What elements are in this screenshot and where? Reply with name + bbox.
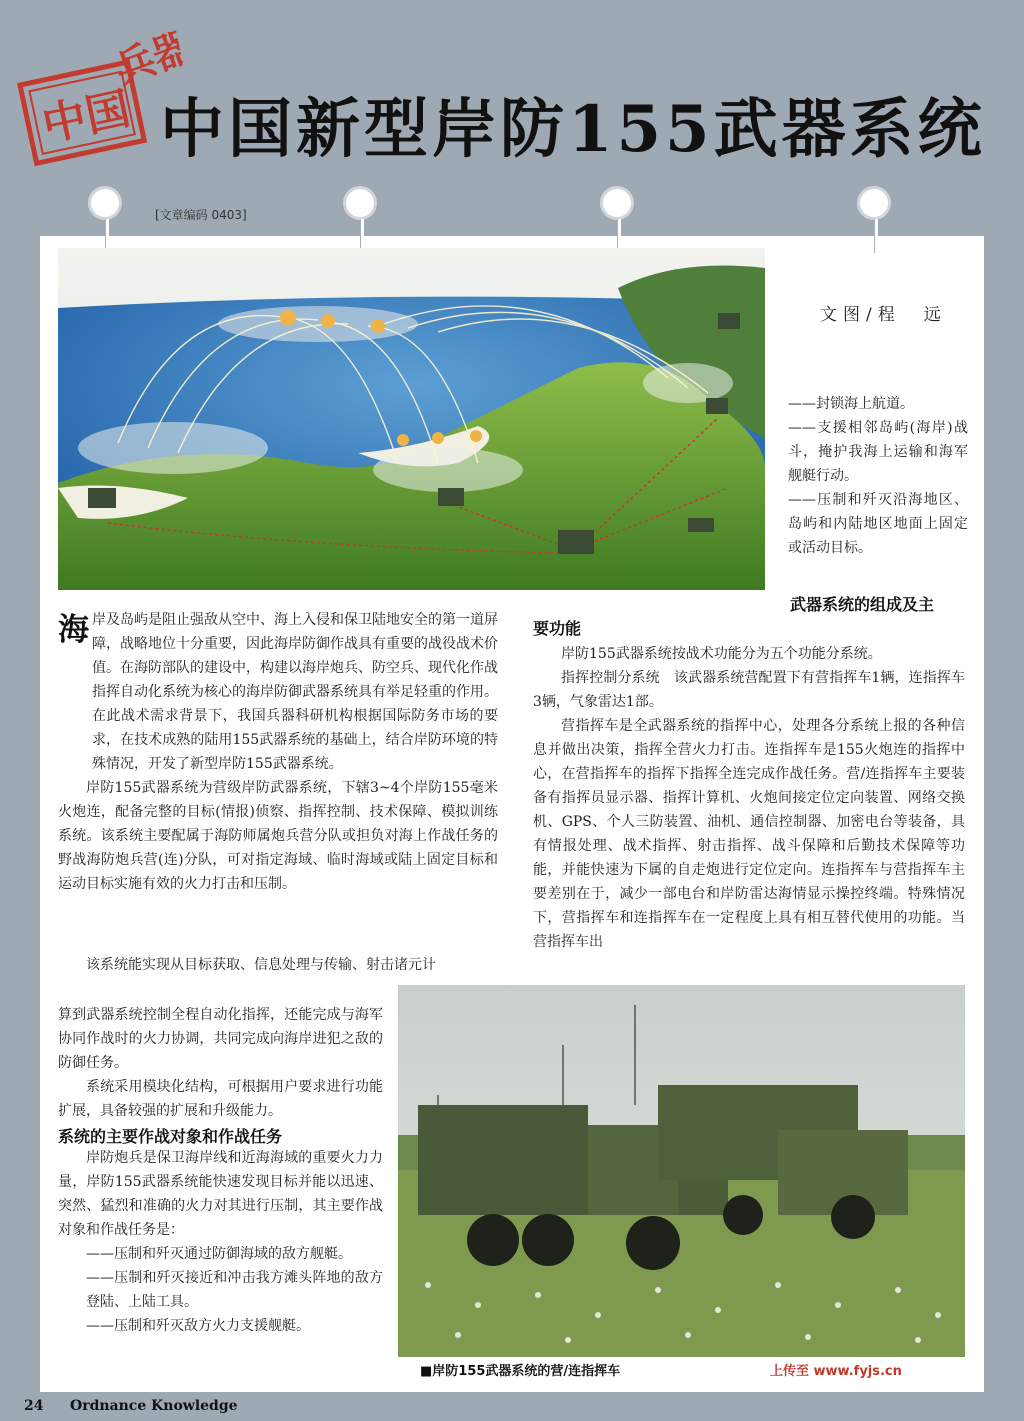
svg-text:中国: 中国 [37,83,135,152]
composition-paragraph: 岸防155武器系统按战术功能分为五个功能分系统。 [561,646,882,662]
task-item: ——压制和歼灭沿海地区、岛屿和内陆地区地面上固定或活动目标。 [788,492,968,556]
byline: 文图/程 远 [820,305,947,325]
watermark: 上传至 www.fyjs.cn [770,1364,902,1379]
task-item: ——支援相邻岛屿(海岸)战斗，掩护我海上运输和海军舰艇行动。 [788,420,968,484]
mission-item: ——压制和歼灭敌方火力支援舰艇。 [86,1318,310,1334]
journal-name: Ordnance Knowledge [70,1398,238,1414]
composition-column [533,642,965,954]
command-vehicle-photo [398,985,965,1357]
intro-paragraph: 岸防155武器系统为营级岸防武器系统，下辖3~4个岸防155毫米火炮连，配备完整的目标(情报)侦察、指挥控制、技术保障、模拟训练系统。该系统主要配属于海防师属炮兵营分队或担负对海上作战任务的野战海防炮兵营(连)分队，可对指定海域、临时海域或陆上固定目标和运动目标实施有效的火力打击和压制。 [58,780,498,892]
intro-column [58,608,498,896]
section-heading-composition-line2: 要功能 [533,619,582,638]
composition-paragraph: 营指挥车是全武器系统的指挥中心，处理各分系统上报的各种信息并做出决策，指挥全营火力打击。连指挥车是155火炮连的指挥中心，在营指挥车的指挥下指挥全连完成作战任务。营/连指挥车主要装备有指挥员显示器、指挥计算机、火炮间接定位定向装置、网络交换机、GPS、个人三防装置、油机、通信控制器、加密电台等装备，具有情报处理、战术指挥、射击指挥、战斗保障和后勤技术保障等功能，并能快速为下属的自走炮进行定位定向。连指挥车与营指挥车主要差别在于，减少一部电台和岸防雷达海情显示操控终端。特殊情况下，营指挥车和连指挥车在一定程度上具有相互替代使用的功能。当营指挥车出 [533,718,965,950]
intro-paragraph: 该系统能实现从目标获取、信息处理与传输、射击诸元计 [86,957,436,973]
task-item: ——封锁海上航道。 [788,396,914,412]
drop-cap: 海 [58,612,89,648]
mission-item: ——压制和歼灭接近和冲击我方滩头阵地的敌方登陆、上陆工具。 [86,1270,383,1310]
composition-paragraph: 指挥控制分系统 该武器系统营配置下有营指挥车1辆，连指挥车3辆，气象雷达1部。 [533,670,965,710]
coastal-defense-illustration [58,248,765,590]
binder-ring-1 [88,186,122,220]
page-title: 中国新型岸防155武器系统 [160,92,986,167]
intro-paragraph-3a [58,953,498,977]
left-margin-band [0,236,40,1421]
intro-task-list [788,392,968,560]
section-heading-missions: 系统的主要作战对象和作战任务 [58,1127,283,1146]
missions-column [58,1146,383,1338]
mission-item: ——压制和歼灭通过防御海域的敌方舰艇。 [86,1246,352,1262]
binder-ring-4 [857,186,891,220]
right-margin-band [984,236,1024,1421]
article-code: [文章编码 0403] [155,208,247,222]
binder-ring-2 [343,186,377,220]
intro-paragraph: 算到武器系统控制全程自动化指挥，还能完成与海军协同作战时的火力协调，共同完成向海岸进犯之敌的防御任务。 [58,1007,383,1071]
intro-paragraph: 系统采用模块化结构，可根据用户要求进行功能扩展，具备较强的扩展和升级能力。 [58,1079,383,1119]
binder-ring-3 [600,186,634,220]
intro-paragraph: 岸及岛屿是阻止强敌从空中、海上入侵和保卫陆地安全的第一道屏障，战略地位十分重要，因此海岸防御作战具有重要的战役战术价值。在海防部队的建设中，构建以海岸炮兵、防空兵、现代化作战指挥自动化系统为核心的海岸防御武器系统具有举足轻重的作用。在此战术需求背景下，我国兵器科研机构根据国际防务市场的要求，在技术成熟的陆用155武器系统的基础上，结合岸防环境的特殊情况，开发了新型岸防155武器系统。 [92,612,498,772]
missions-paragraph: 岸防炮兵是保卫海岸线和近海海域的重要火力力量，岸防155武器系统能快速发现目标并能以迅速、突然、猛烈和准确的火力对其进行压制，其主要作战对象和作战任务是： [58,1150,383,1238]
section-heading-composition-line1: 武器系统的组成及主 [790,595,935,614]
intro-column-continued [58,1003,383,1123]
photo-caption: ■岸防155武器系统的营/连指挥车 [420,1364,621,1379]
page-number: 24 [24,1398,44,1414]
svg-text:兵器: 兵器 [108,21,200,94]
